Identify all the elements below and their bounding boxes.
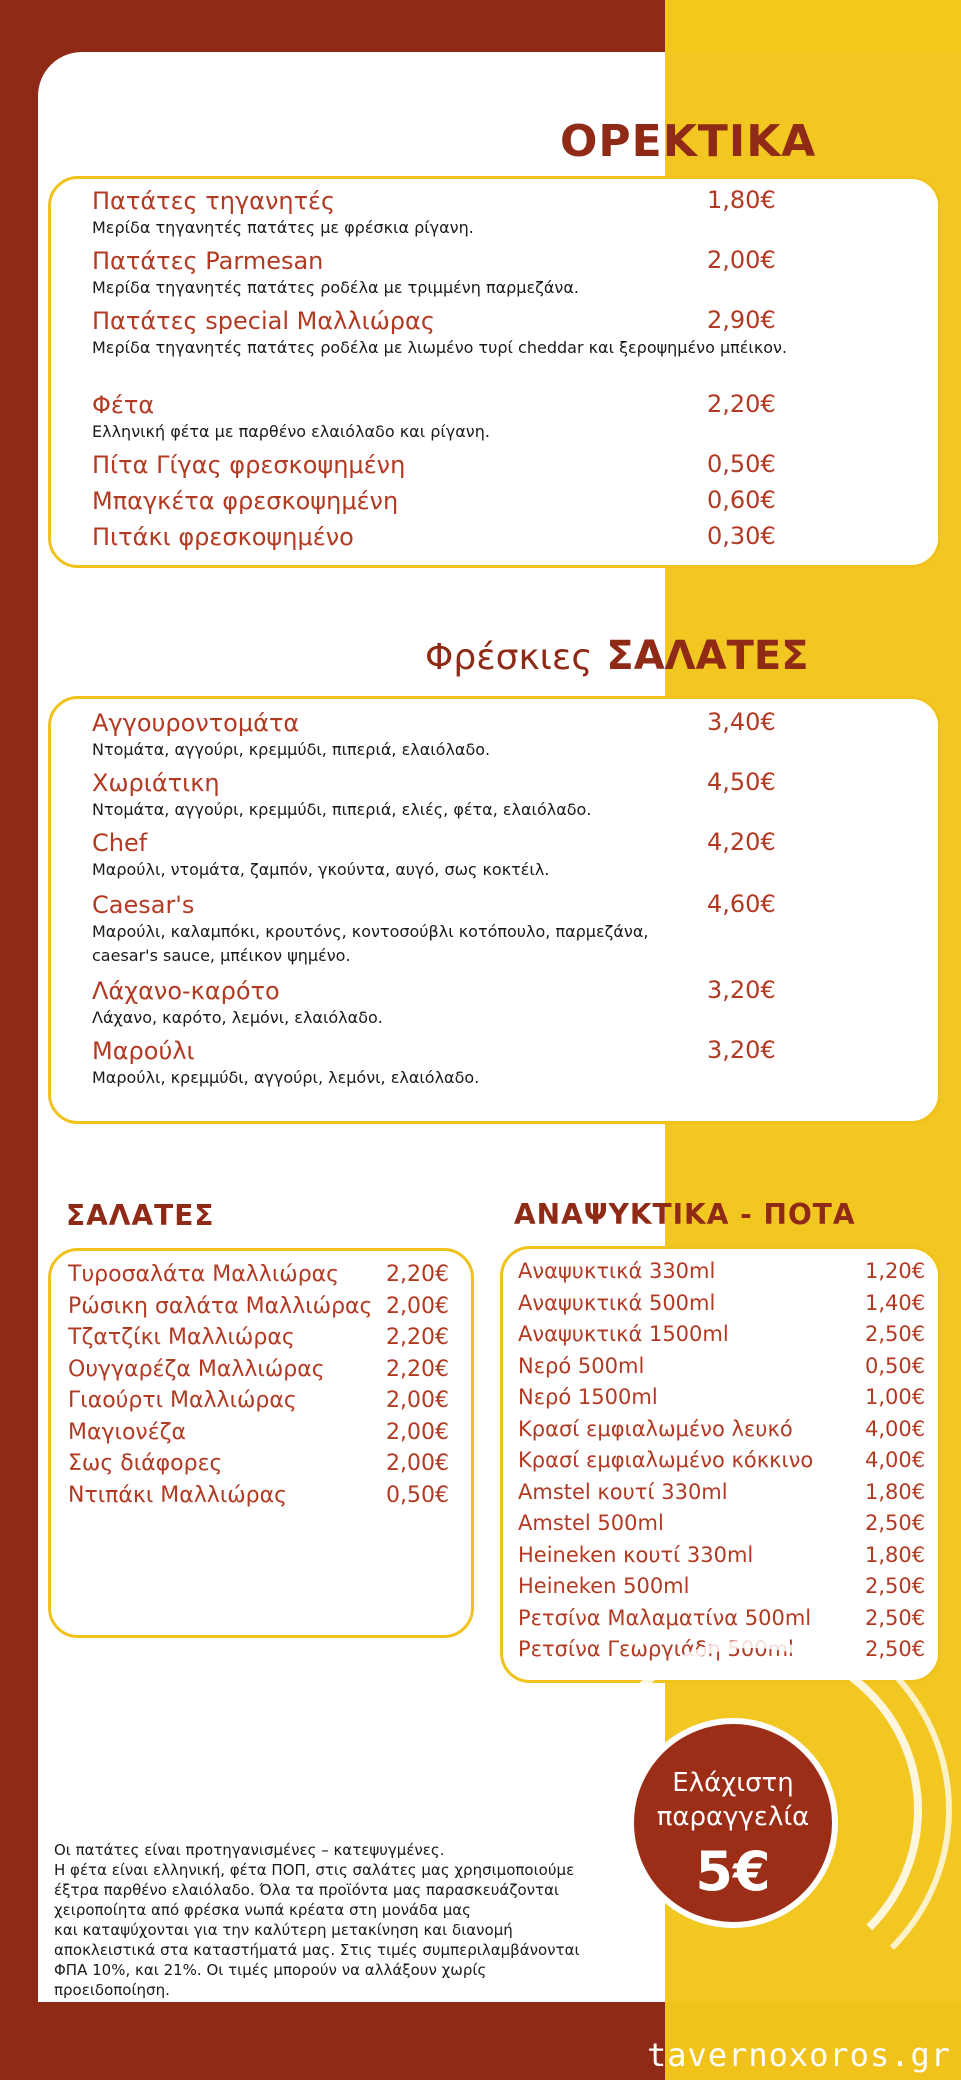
menu-item-name: Μπαγκέτα φρεσκοψημένη: [92, 487, 399, 515]
drink-price: 4,00€: [865, 1416, 926, 1441]
footer-line: ΦΠΑ 10%, και 21%. Οι τιμές μπορούν να αλλάξουν χωρίς: [54, 1961, 487, 1979]
menu-item-desc: Μαρούλι, ντομάτα, ζαμπόν, γκούντα, αυγό, σως κοκτέιλ.: [92, 860, 550, 879]
menu-item-price: 3,20€: [707, 976, 776, 1004]
salates-title-lead: Φρέσκιες: [425, 637, 593, 678]
menu-item-price: 0,60€: [707, 486, 776, 514]
drink-name: Amstel κουτί 330ml: [518, 1479, 728, 1504]
drink-row: [518, 1480, 928, 1504]
footer-line: και καταψύχονται για την καλύτερη μετακίνηση και διανομή: [54, 1921, 513, 1939]
footer-notes: [54, 1840, 614, 2000]
dip-name: Ουγγαρέζα Μαλλιώρας: [68, 1356, 325, 1382]
dip-name: Ρώσικη σαλάτα Μαλλιώρας: [68, 1293, 373, 1319]
drink-name: Ρετσίνα Γεωργιάδη 500ml: [518, 1637, 794, 1661]
menu-item-desc: Λάχανο, καρότο, λεμόνι, ελαιόλαδο.: [92, 1008, 383, 1027]
menu-item: [92, 828, 872, 882]
dip-price: 0,50€: [386, 1482, 449, 1508]
menu-item-desc: Μαρούλι, κρεμμύδι, αγγούρι, λεμόνι, ελαιόλαδο.: [92, 1068, 480, 1087]
dip-name: Σως διάφορες: [68, 1451, 223, 1476]
drink-name: Heineken 500ml: [518, 1574, 690, 1598]
dip-name: Γιαούρτι Μαλλιώρας: [68, 1388, 297, 1413]
drink-price: 1,80€: [865, 1542, 926, 1567]
dip-row: [68, 1294, 460, 1319]
drink-price: 4,00€: [865, 1448, 926, 1472]
drink-price: 2,50€: [865, 1605, 926, 1630]
drink-name: Ρετσίνα Μαλαματίνα 500ml: [518, 1605, 812, 1630]
menu-item-desc: Μερίδα τηγανητές πατάτες ροδέλα με λιωμένο τυρί cheddar και ξεροψημένο μπέικον.: [92, 338, 788, 357]
dip-price: 2,00€: [386, 1419, 449, 1445]
menu-item: [92, 768, 872, 822]
dip-name: Τυροσαλάτα Μαλλιώρας: [68, 1262, 340, 1287]
drink-row: [518, 1574, 928, 1598]
drink-row: [518, 1291, 928, 1315]
menu-item-name: Πατάτες Parmesan: [92, 247, 324, 275]
section-title-salates: [425, 633, 809, 679]
footer-line: χειροποίητα από φρέσκα νωπά κρέατα στη μονάδα μας: [54, 1901, 471, 1919]
menu-item-name: Μαρούλι: [92, 1037, 195, 1065]
menu-item: [92, 246, 872, 300]
drink-price: 1,40€: [865, 1290, 926, 1315]
menu-item-price: 1,80€: [707, 186, 776, 214]
dip-name: Τζατζίκι Μαλλιώρας: [68, 1325, 295, 1350]
menu-item: [92, 1036, 872, 1090]
drink-name: Αναψυκτικά 500ml: [518, 1290, 716, 1315]
menu-item: [92, 450, 872, 480]
drink-name: Amstel 500ml: [518, 1511, 664, 1535]
minimum-order-amount: 5€: [695, 1840, 771, 1903]
drink-row: [518, 1511, 928, 1535]
menu-item-price: 2,90€: [707, 306, 776, 334]
watermark: tavernoxoros.gr: [647, 2036, 951, 2074]
footer-line: έξτρα παρθένο ελαιόλαδο. Όλα τα προϊόντα μας παρασκευάζονται: [54, 1881, 560, 1899]
menu-item-desc: Μερίδα τηγανητές πατάτες ροδέλα με τριμμένη παρμεζάνα.: [92, 278, 579, 297]
menu-item: [92, 306, 872, 360]
menu-item-name: Πιτάκι φρεσκοψημένο: [92, 523, 354, 551]
menu-item-desc: Μερίδα τηγανητές πατάτες με φρέσκια ρίγανη.: [92, 218, 474, 237]
drink-price: 2,50€: [865, 1322, 926, 1346]
drink-price: 2,50€: [865, 1574, 926, 1598]
dip-row: [68, 1420, 460, 1445]
footer-line: Οι πατάτες είναι προτηγανισμένες – κατεψυγμένες.: [54, 1841, 445, 1859]
menu-item-desc: Ντομάτα, αγγούρι, κρεμμύδι, πιπεριά, ελαιόλαδο.: [92, 740, 491, 759]
footer-line: Η φέτα είναι ελληνική, φέτα ΠΟΠ, στις σαλάτες μας χρησιμοποιούμε: [54, 1861, 575, 1879]
dip-price: 2,00€: [386, 1388, 449, 1413]
drink-name: Αναψυκτικά 330ml: [518, 1259, 716, 1283]
menu-item-desc: Ελληνική φέτα με παρθένο ελαιόλαδο και ρίγανη.: [92, 422, 490, 441]
dip-price: 2,20€: [386, 1325, 449, 1350]
drink-price: 0,50€: [865, 1353, 926, 1378]
menu-item-name: Πατάτες special Μαλλιώρας: [92, 307, 435, 335]
menu-item-price: 3,40€: [707, 708, 776, 736]
drink-price: 2,50€: [865, 1511, 926, 1535]
dip-price: 2,20€: [386, 1262, 449, 1287]
drink-row: [518, 1259, 928, 1283]
dip-row: [68, 1357, 460, 1382]
menu-item: [92, 390, 872, 444]
footer-line: προειδοποίηση.: [54, 1981, 170, 1999]
minimum-order-badge: [628, 1718, 838, 1928]
dip-row: [68, 1262, 460, 1287]
dip-name: Ντιπάκι Μαλλιώρας: [68, 1482, 288, 1508]
menu-item-price: 4,50€: [707, 768, 776, 796]
footer-line: αποκλειστικά στα καταστήματά μας. Στις τιμές συμπεριλαμβάνονται: [54, 1941, 580, 1959]
drink-row: [518, 1322, 928, 1346]
section-title-drinks: ΑΝΑΨΥΚΤΙΚΑ - ΠΟΤΑ: [514, 1198, 856, 1231]
menu-item-name: Αγγουροντομάτα: [92, 709, 300, 737]
section-title-orektika: ΟΡΕΚΤΙΚΑ: [560, 116, 817, 167]
menu-item-name: Πατάτες τηγανητές: [92, 187, 336, 215]
dip-name: Μαγιονέζα: [68, 1419, 187, 1445]
drink-name: Νερό 500ml: [518, 1353, 645, 1378]
menu-item: [92, 522, 872, 552]
menu-item-name: Πίτα Γίγας φρεσκοψημένη: [92, 451, 406, 479]
drink-name: Αναψυκτικά 1500ml: [518, 1322, 729, 1346]
menu-item-name: Χωριάτικη: [92, 769, 220, 797]
drink-price: 1,80€: [865, 1479, 926, 1504]
menu-item-price: 2,20€: [707, 390, 776, 418]
section-title-dips: ΣΑΛΑΤΕΣ: [66, 1199, 215, 1232]
salates-title-main: ΣΑΛΑΤΕΣ: [606, 633, 809, 679]
menu-item-price: 2,00€: [707, 246, 776, 274]
drink-name: Νερό 1500ml: [518, 1385, 658, 1409]
menu-item: [92, 186, 872, 240]
menu-item-price: 4,60€: [707, 890, 776, 918]
menu-item-price: 0,50€: [707, 450, 776, 478]
menu-item: [92, 486, 872, 516]
menu-item-price: 0,30€: [707, 522, 776, 550]
dip-price: 2,20€: [386, 1356, 449, 1382]
menu-item-name: Chef: [92, 829, 148, 857]
minimum-order-line2: παραγγελία: [656, 1802, 810, 1832]
drink-price: 1,20€: [865, 1259, 926, 1283]
dip-row: [68, 1483, 460, 1508]
dip-price: 2,00€: [386, 1293, 449, 1319]
drink-name: Κρασί εμφιαλωμένο λευκό: [518, 1416, 793, 1441]
menu-item-desc: Μαρούλι, καλαμπόκι, κρουτόνς, κοντοσούβλι κοτόπουλο, παρμεζάνα, caesar's sauce, μπέικον ψημένο.: [92, 922, 649, 965]
drink-row: [518, 1417, 928, 1441]
drink-name: Heineken κουτί 330ml: [518, 1542, 754, 1567]
menu-item-name: Λάχανο-καρότο: [92, 977, 280, 1005]
menu-item-price: 4,20€: [707, 828, 776, 856]
minimum-order-line1: Ελάχιστη: [672, 1768, 794, 1798]
menu-item: [92, 976, 872, 1030]
drink-row: [518, 1543, 928, 1567]
dip-row: [68, 1325, 460, 1350]
menu-item-name: Caesar's: [92, 891, 195, 919]
drink-row: [518, 1354, 928, 1378]
drink-price: 1,00€: [865, 1385, 926, 1409]
drink-row: [518, 1448, 928, 1472]
menu-item: [92, 890, 872, 968]
drink-price: 2,50€: [865, 1637, 926, 1661]
drink-name: Κρασί εμφιαλωμένο κόκκινο: [518, 1448, 814, 1472]
drink-row: [518, 1385, 928, 1409]
menu-item: [92, 708, 872, 762]
dip-row: [68, 1388, 460, 1413]
dip-row: [68, 1451, 460, 1476]
menu-item-name: Φέτα: [92, 391, 155, 419]
menu-item-price: 3,20€: [707, 1036, 776, 1064]
menu-item-desc: Ντομάτα, αγγούρι, κρεμμύδι, πιπεριά, ελιές, φέτα, ελαιόλαδο.: [92, 800, 592, 819]
dip-price: 2,00€: [386, 1451, 449, 1476]
